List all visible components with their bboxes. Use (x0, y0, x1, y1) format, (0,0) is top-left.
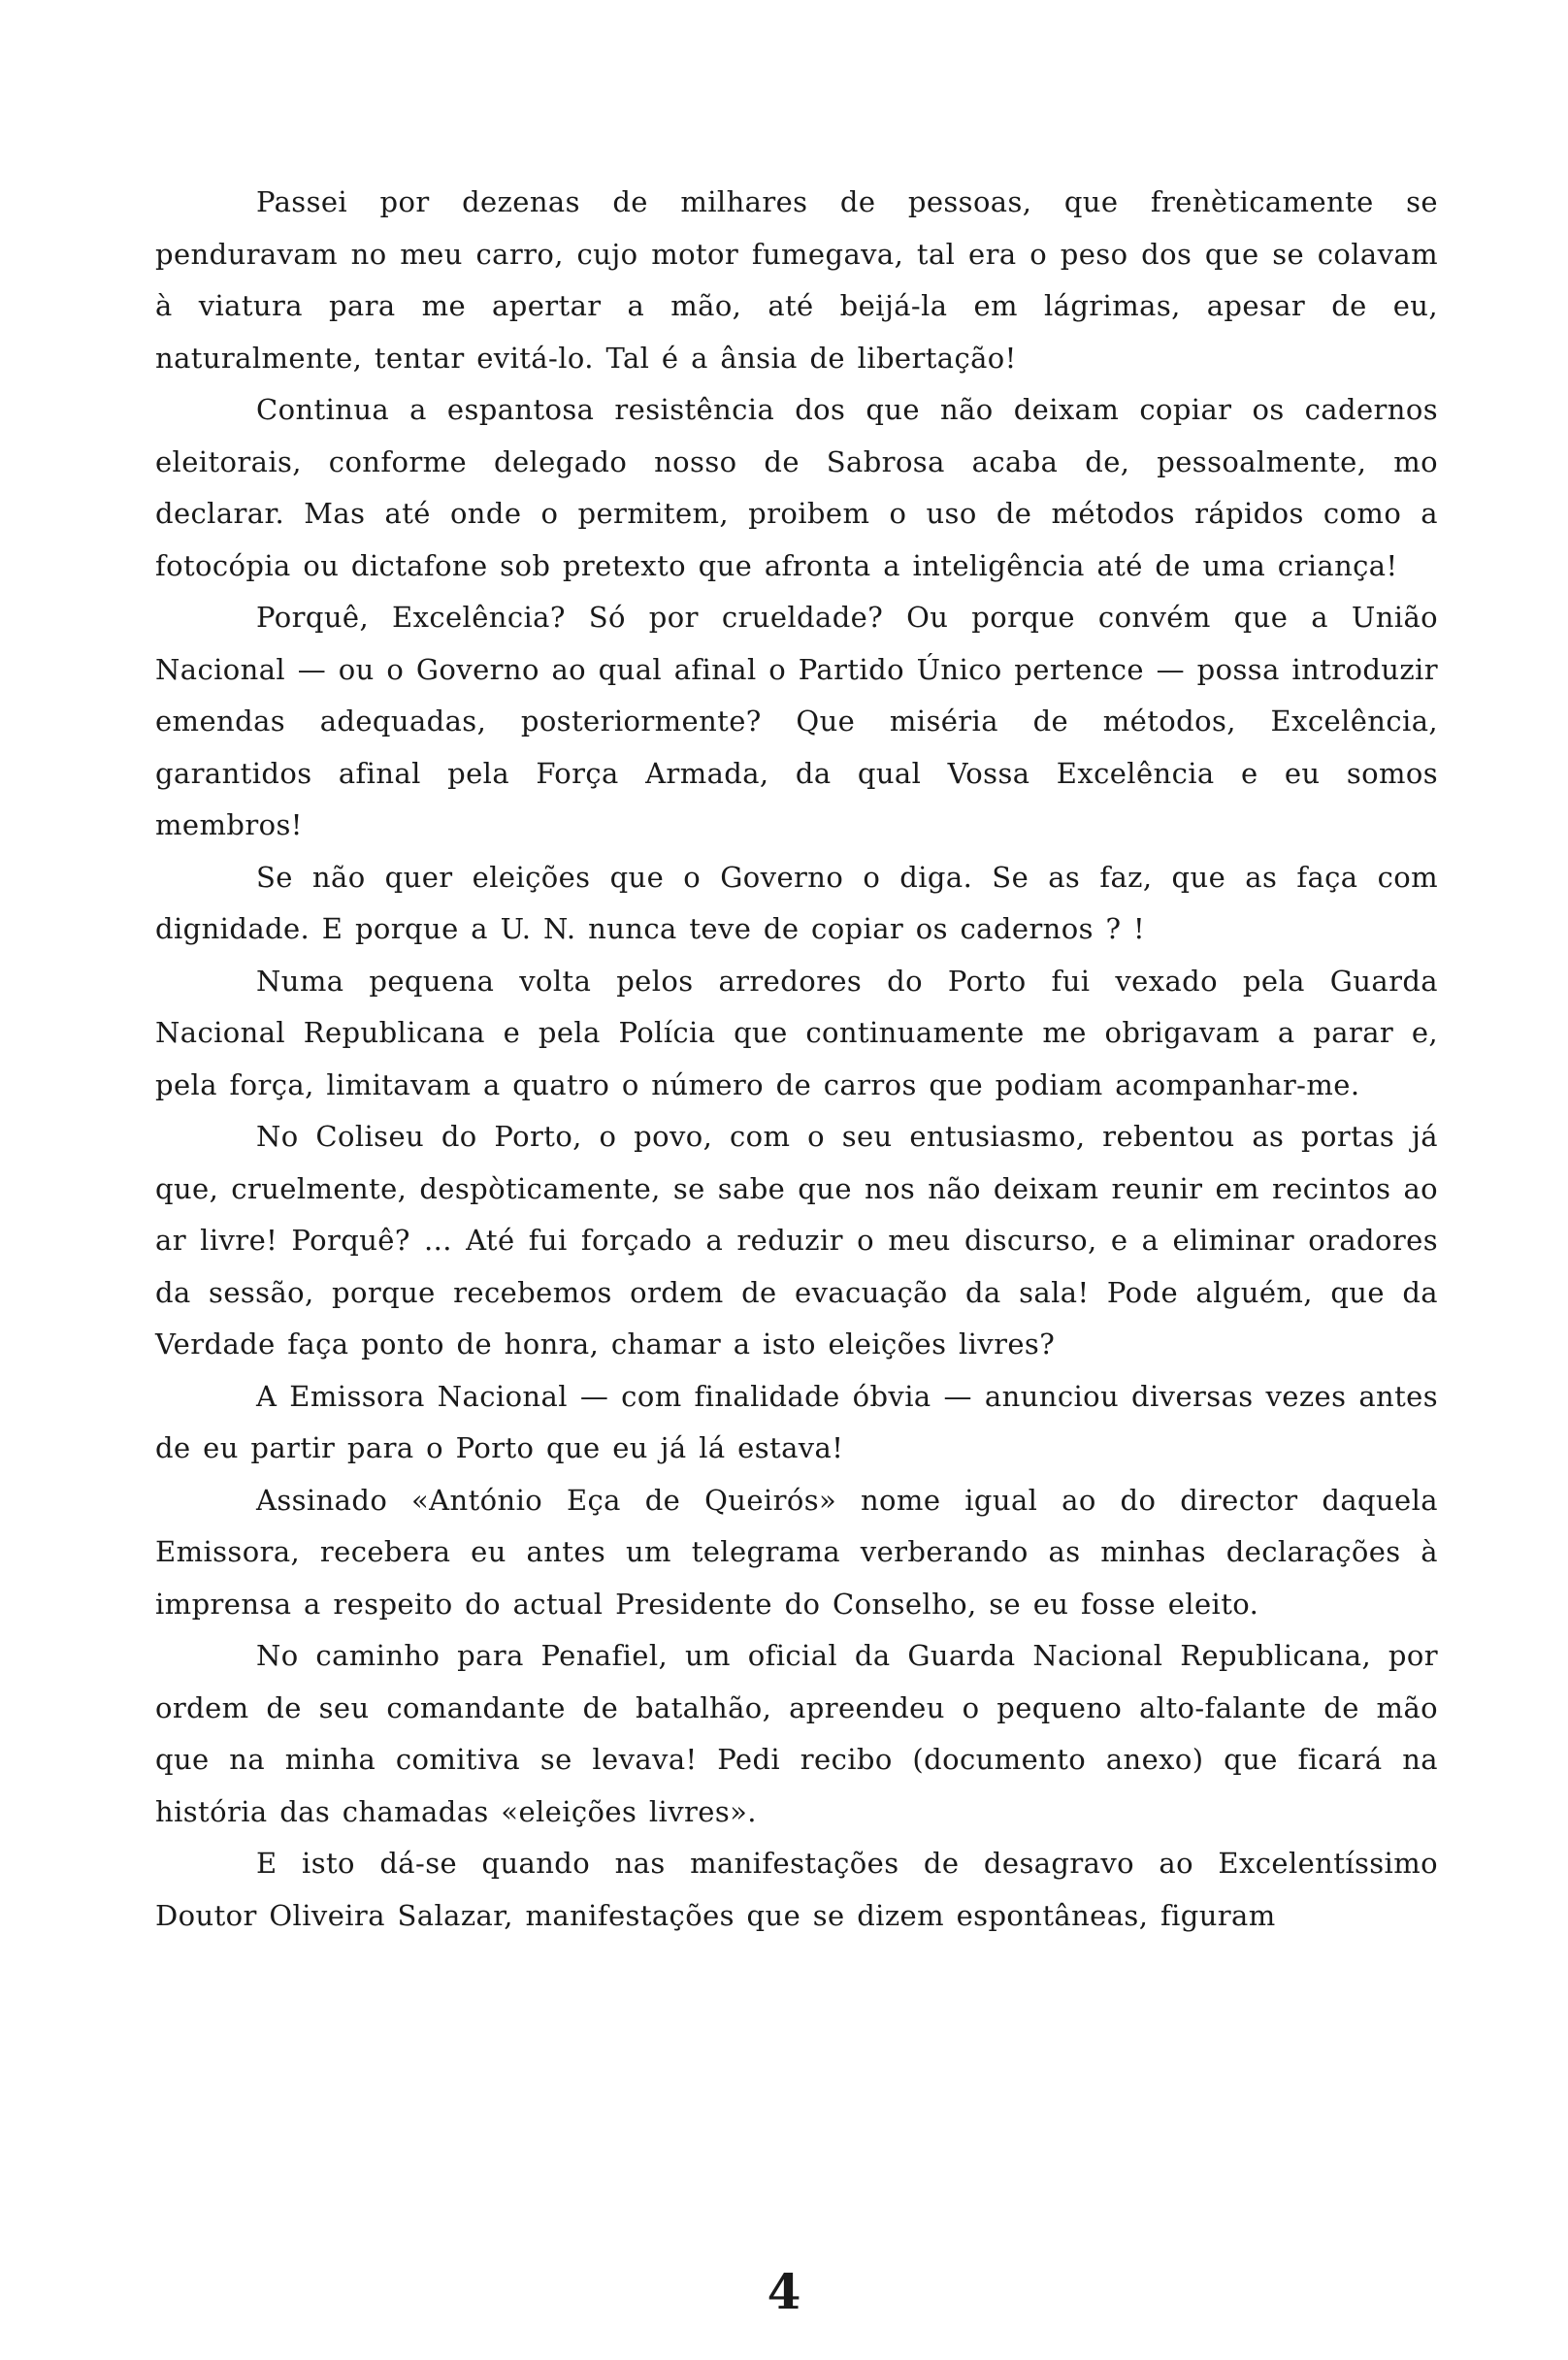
paragraph-1: Passei por dezenas de milhares de pessoas, que frenèticamente se penduravam no meu carro, cujo motor fumegava, tal era o peso dos que se colavam à viatura para me apertar a mão, até beijá-la em lágrimas, apesar de eu, naturalmente, tentar evitá-lo. Tal é a ânsia de libertação! (155, 185, 1438, 375)
paragraph-9: No caminho para Penafiel, um oficial da Guarda Nacional Republicana, por ordem de seu comandante de batalhão, apreendeu o pequeno alto-falante de mão que na minha comitiva se levava! Pedi recibo (documento anexo) que ficará na história das chamadas «eleições livres». (155, 1639, 1438, 1828)
paragraph-8: Assinado «António Eça de Queirós» nome igual ao do director daquela Emissora, recebera eu antes um telegrama verberando as minhas declarações à imprensa a respeito do actual Presidente do Conselho, se eu fosse eleito. (155, 1483, 1438, 1621)
paragraph-3: Porquê, Excelência? Só por crueldade? Ou porque convém que a União Nacional — ou o Governo ao qual afinal o Partido Único pertence — possa introduzir emendas adequadas, posteriormente? Que miséria de métodos, Excelência, garantidos afinal pela Força Armada, da qual Vossa Excelência e eu somos membros! (155, 601, 1438, 841)
paragraph-6: No Coliseu do Porto, o povo, com o seu entusiasmo, rebentou as portas já que, cruelmente, despòticamente, se sabe que nos não deixam reunir em recintos ao ar livre! Porquê? ... Até fui forçado a reduzir o meu discurso, e a eliminar oradores da sessão, porque recebemos ordem de evacuação da sala! Pode alguém, que da Verdade faça ponto de honra, chamar a isto eleições livres? (155, 1120, 1438, 1360)
paragraph-4: Se não quer eleições que o Governo o diga. Se as faz, que as faça com dignidade. E porque a U. N. nunca teve de copiar os cadernos ? ! (155, 860, 1438, 945)
page-number: 4 (767, 2263, 801, 2320)
paragraph-10: E isto dá-se quando nas manifestações de desagravo ao Excelentíssimo Doutor Oliveira Salazar, manifestações que se dizem espontâneas, figuram (155, 1847, 1438, 1932)
body-text (155, 177, 1438, 1942)
paragraph-7: A Emissora Nacional — com finalidade óbvia — anunciou diversas vezes antes de eu partir para o Porto que eu já lá estava! (155, 1379, 1438, 1464)
paragraph-2: Continua a espantosa resistência dos que não deixam copiar os cadernos eleitorais, conforme delegado nosso de Sabrosa acaba de, pessoalmente, mo declarar. Mas até onde o permitem, proibem o uso de métodos rápidos como a fotocópia ou dictafone sob pretexto que afronta a inteligência até de uma criança! (155, 393, 1438, 582)
paragraph-5: Numa pequena volta pelos arredores do Porto fui vexado pela Guarda Nacional Republicana e pela Polícia que continuamente me obrigavam a parar e, pela força, limitavam a quatro o número de carros que podiam acompanhar-me. (155, 964, 1438, 1101)
